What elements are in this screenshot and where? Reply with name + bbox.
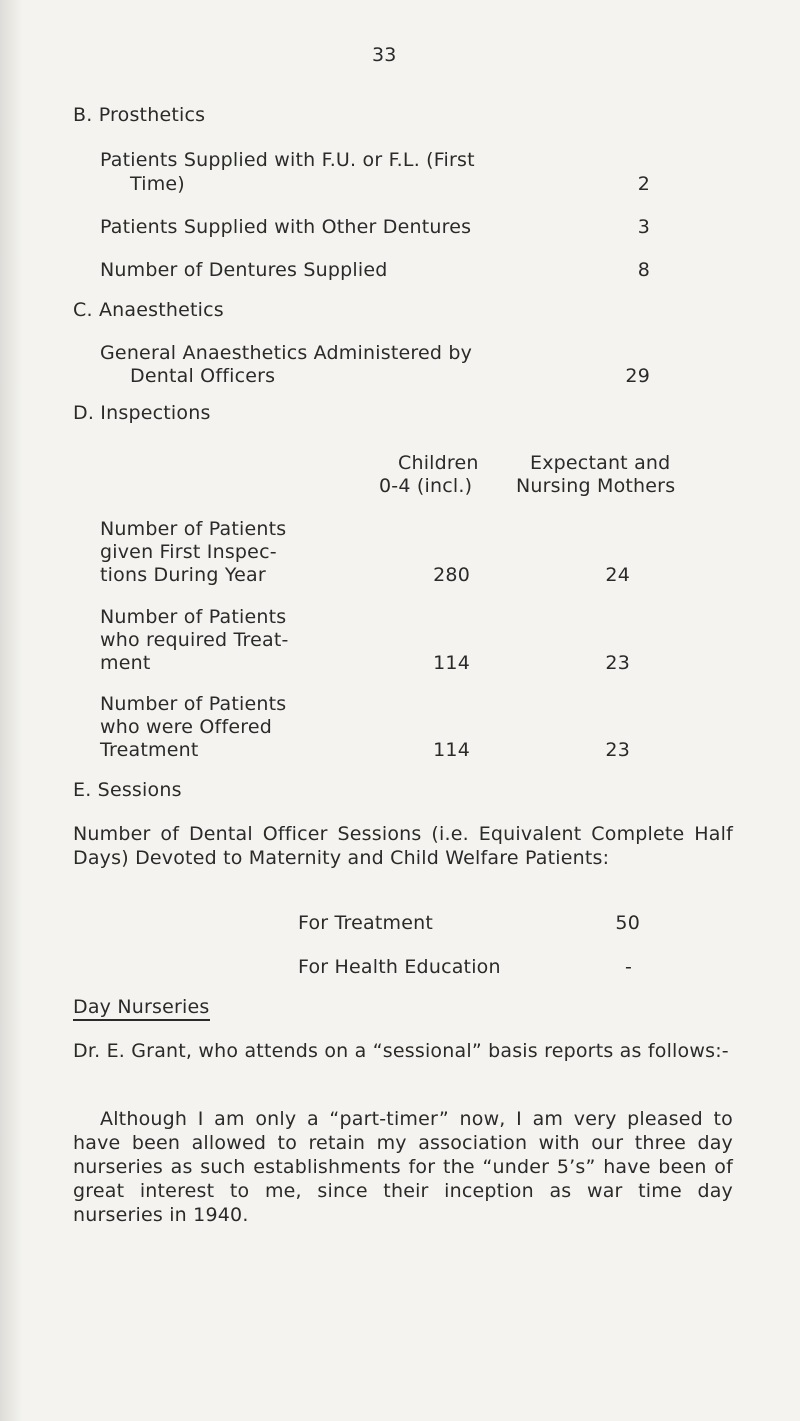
mothers-value: 24 (605, 564, 630, 586)
prosthetics-row2-label: Patients Supplied with Other Dentures (100, 216, 472, 238)
col-header-children-line2: 0-4 (incl.) (379, 475, 473, 497)
row-label-line2: who were Offered (100, 716, 272, 738)
row-label-line3: Treatment (100, 739, 199, 761)
col-header-children-line1: Children (398, 452, 479, 474)
row-label-line1: Number of Patients (100, 518, 287, 540)
row-label-line3: ment (100, 652, 151, 674)
prosthetics-row1-label-line2: Time) (130, 173, 185, 195)
prosthetics-row1-label-line1: Patients Supplied with F.U. or F.L. (First (100, 149, 475, 171)
children-value: 114 (433, 652, 470, 674)
section-heading-sessions: E. Sessions (73, 779, 182, 801)
sessions-intro-paragraph: Number of Dental Officer Sessions (i.e. Equivalent Complete Half Days) Devoted to Maternity and Child Welfare Patients: (73, 823, 733, 869)
prosthetics-row1-value: 2 (637, 173, 650, 195)
row-label-line1: Number of Patients (100, 606, 287, 628)
col-header-mothers-line1: Expectant and (530, 452, 671, 474)
col-header-mothers-line2: Nursing Mothers (516, 475, 676, 497)
prosthetics-row3-value: 8 (637, 259, 650, 281)
sessions-education-value: - (624, 956, 632, 978)
page-edge-shadow (0, 0, 22, 1421)
row-label-line2: given First Inspec- (100, 541, 277, 563)
anaesthetics-label-line2: Dental Officers (130, 365, 276, 387)
mothers-value: 23 (605, 739, 630, 761)
section-heading-prosthetics: B. Prosthetics (73, 104, 206, 126)
section-heading-anaesthetics: C. Anaesthetics (73, 299, 224, 321)
prosthetics-row2-value: 3 (637, 216, 650, 238)
day-nurseries-paragraph-1: Dr. E. Grant, who attends on a “sessional” basis reports as follows:- (73, 1040, 729, 1062)
day-nurseries-paragraph-2: Although I am only a “part-timer” now, I am very pleased to have been allowed to retain my association with our three day nurseries as such establishments for the “under 5’s” have been of great interest to me, since their inception as war time day nurseries in 1940. (73, 1108, 733, 1226)
children-value: 114 (433, 739, 470, 761)
anaesthetics-label-line1: General Anaesthetics Administered by (100, 342, 473, 364)
row-label-line3: tions During Year (100, 564, 266, 586)
section-heading-day-nurseries: Day Nurseries (73, 995, 210, 1021)
sessions-treatment-value: 50 (615, 912, 640, 934)
prosthetics-row3-label: Number of Dentures Supplied (100, 259, 388, 281)
row-label-line1: Number of Patients (100, 693, 287, 715)
section-heading-inspections: D. Inspections (73, 402, 211, 424)
mothers-value: 23 (605, 652, 630, 674)
sessions-treatment-label: For Treatment (298, 912, 434, 934)
page-number: 33 (372, 44, 397, 66)
anaesthetics-value: 29 (625, 365, 650, 387)
sessions-education-label: For Health Education (298, 956, 501, 978)
children-value: 280 (433, 564, 470, 586)
row-label-line2: who required Treat- (100, 629, 289, 651)
